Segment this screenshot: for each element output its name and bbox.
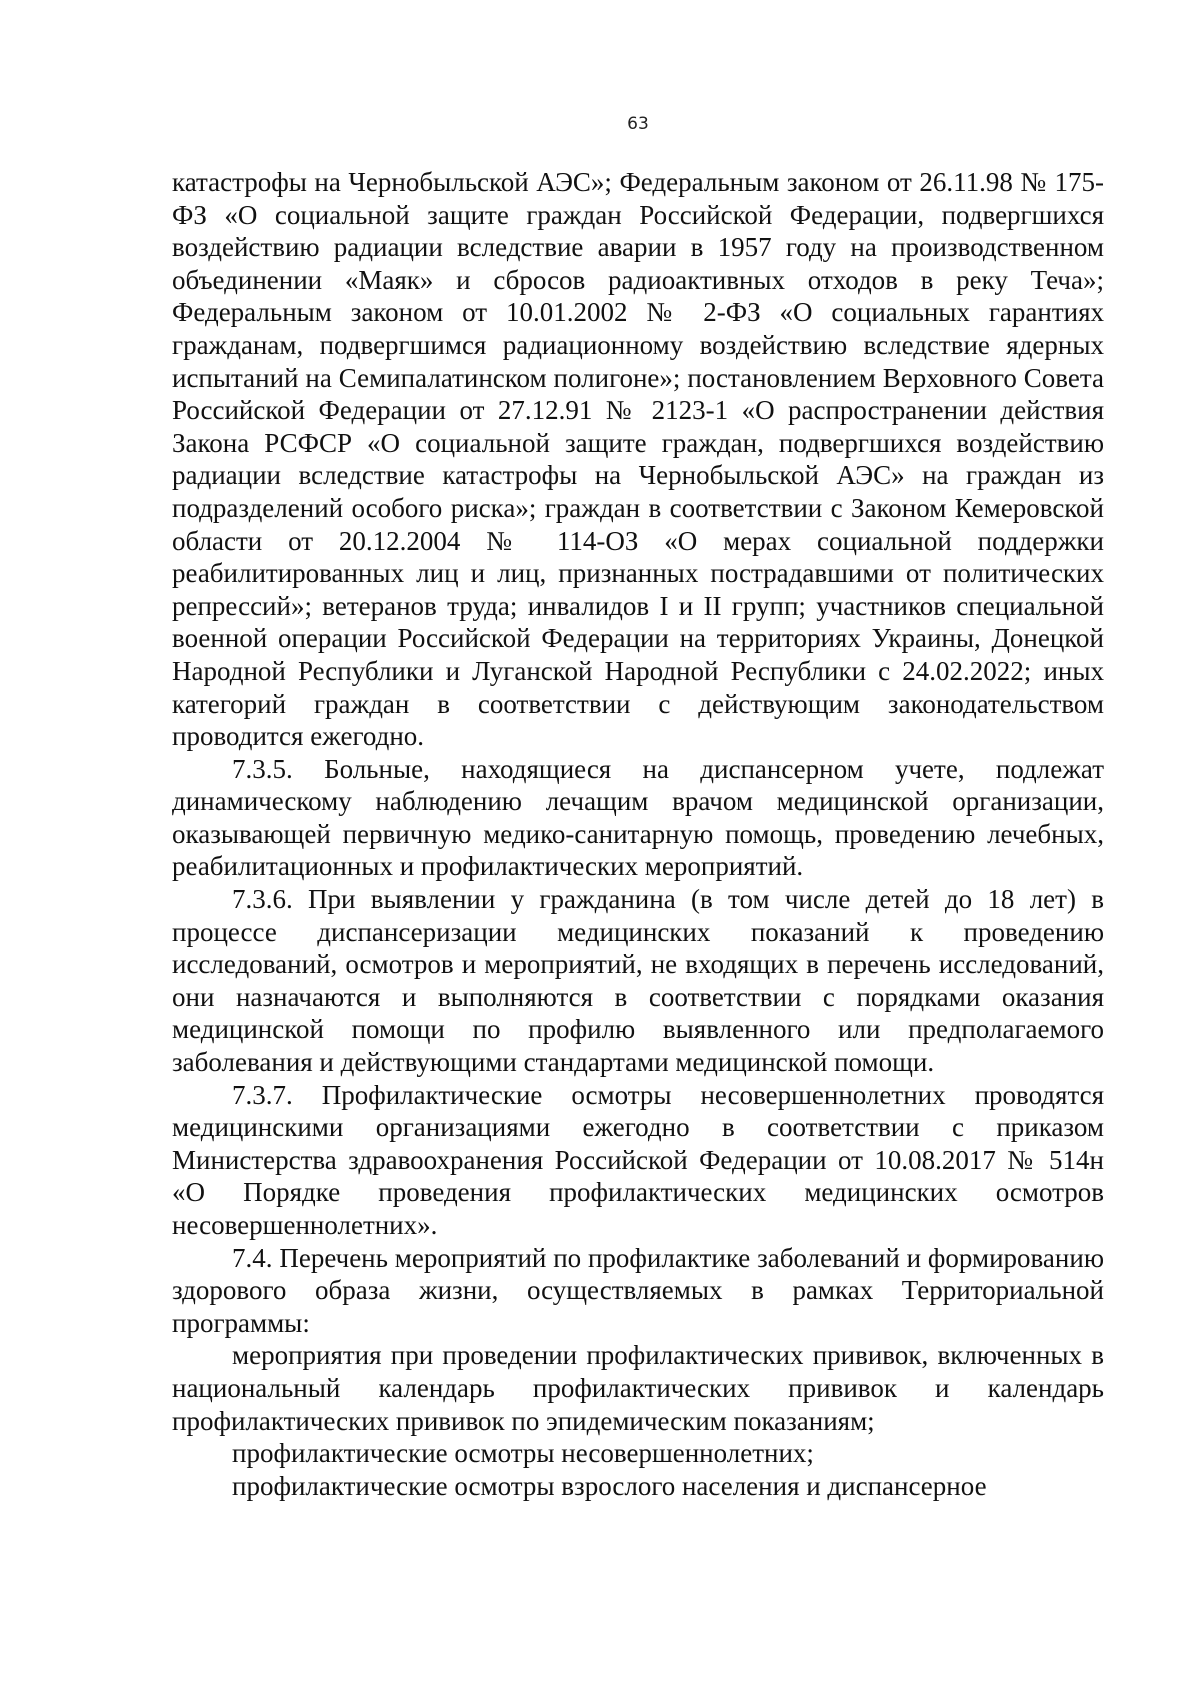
paragraph-7-4: 7.4. Перечень мероприятий по профилактике заболеваний и формированию здорового образа жизни, осуществляемых в рамках Территориальной программы: [172,1242,1104,1338]
paragraph-continuation: катастрофы на Чернобыльской АЭС»; Федеральным законом от 26.11.98 № 175-ФЗ «О социальной защите граждан Российской Федерации, подвергшихся воздействию радиации вследствие аварии в 1957 году на производственном объединении «Маяк» и сбросов радиоактивных отходов в реку Теча»; Федеральным законом от 10.01.2002 № 2-ФЗ «О социальных гарантиях гражданам, подвергшимся радиационному воздействию вследствие ядерных испытаний на Семипалатинском полигоне»; постановлением Верховного Совета Российской Федерации от 27.12.91 № 2123-1 «О распространении действия Закона РСФСР «О социальной защите граждан, подвергшихся воздействию радиации вследствие катастрофы на Чернобыльской АЭС» на граждан из подразделений особого риска»; граждан в соответствии с Законом Кемеровской области от 20.12.2004 № 114-ОЗ «О мерах социальной поддержки реабилитированных лиц и лиц, признанных пострадавшими от политических репрессий»; ветеранов труда; инвалидов I и II групп; участников специальной военной операции Российской Федерации на территориях Украины, Донецкой Народной Республики и Луганской Народной Республики с 24.02.2022; иных категорий граждан в соответствии с действующим законодательством проводится ежегодно. [172,167,1104,752]
list-item-minors-exams: профилактические осмотры несовершеннолетних; [232,1438,814,1469]
list-item-vaccinations: мероприятия при проведении профилактических прививок, включенных в национальный календарь профилактических прививок и календарь профилактических прививок по эпидемическим показаниям; [172,1340,1104,1436]
document-body [172,166,1104,1502]
paragraph-7-3-5: 7.3.5. Больные, находящиеся на диспансерном учете, подлежат динамическому наблюдению лечащим врачом медицинской организации, оказывающей первичную медико-санитарную помощь, проведению лечебных, реабилитационных и профилактических мероприятий. [172,753,1104,882]
list-item-adult-exams: профилактические осмотры взрослого населения и диспансерное [232,1470,987,1501]
page-number: 63 [627,114,649,134]
paragraph-7-3-7: 7.3.7. Профилактические осмотры несовершеннолетних проводятся медицинскими организациями ежегодно в соответствии с приказом Министерства здравоохранения Российской Федерации от 10.08.2017 № 514н «О Порядке проведения профилактических медицинских осмотров несовершеннолетних». [172,1079,1104,1240]
paragraph-7-3-6: 7.3.6. При выявлении у гражданина (в том числе детей до 18 лет) в процессе диспансеризации медицинских показаний к проведению исследований, осмотров и мероприятий, не входящих в перечень исследований, они назначаются и выполняются в соответствии с порядками оказания медицинской помощи по профилю выявленного или предполагаемого заболевания и действующими стандартами медицинской помощи. [172,884,1104,1078]
